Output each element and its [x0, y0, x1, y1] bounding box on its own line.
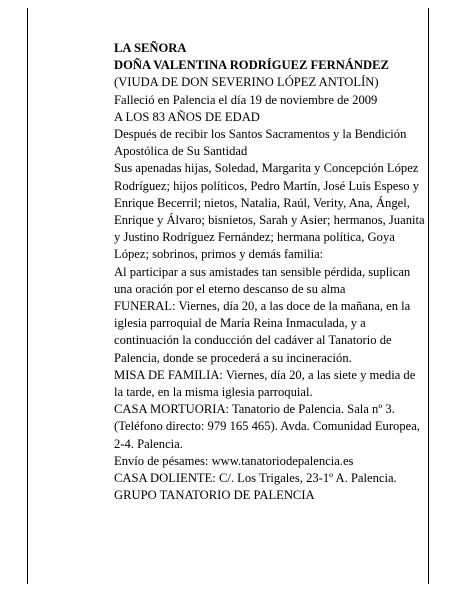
left-border-line: [27, 8, 28, 584]
obituary-notice: [114, 40, 426, 504]
sacraments-paragraph: Después de recibir los Santos Sacramentos y la Bendición Apostólica de Su Santidad: [114, 127, 407, 159]
age-line: A LOS 83 AÑOS DE EDAD: [114, 109, 260, 124]
widow-line: (VIUDA DE DON SEVERINO LÓPEZ ANTOLÍN): [114, 75, 379, 90]
mourning-house-line: CASA DOLIENTE: C/. Los Trigales, 23-1º A. Palencia.: [114, 471, 397, 486]
funeral-paragraph: FUNERAL: Viernes, día 20, a las doce de la mañana, en la iglesia parroquial de María Reina Inmaculada, y a continuación la conducción del cadáver al Tanatorio de Palencia, donde se procederá a su incineración.: [114, 299, 411, 365]
mortuary-paragraph: CASA MORTUORIA: Tanatorio de Palencia. Sala nº 3. (Teléfono directo: 979 165 465). Avda. Comunidad Europea, 2-4. Palencia.: [114, 402, 420, 451]
condolences-line: Envío de pésames: www.tanatoriodepalencia.es: [114, 453, 354, 468]
request-paragraph: Al participar a sus amistades tan sensible pérdida, suplican una oración por el eterno descanso de su alma: [114, 264, 411, 296]
notice-title: LA SEÑORA: [114, 41, 187, 55]
family-mass-paragraph: MISA DE FAMILIA: Viernes, día 20, a las siete y media de la tarde, en la misma iglesia parroquial.: [114, 367, 416, 400]
death-line: Falleció en Palencia el día 19 de noviembre de 2009: [114, 92, 378, 107]
family-paragraph: Sus apenadas hijas, Soledad, Margarita y Concepción López Rodríguez; hijos políticos, Pedro Martín, José Luis Espeso y Enrique Becerril; nietos, Natalia, Raúl, Verity, Ana, Ángel, Enrique y Álvaro; bisnietos, Sarah y Asier; hermanos, Juanita y Justino Rodríguez Fernández; hermana política, Goya López; sobrinos, primos y demás familia:: [114, 161, 425, 262]
right-border-line: [428, 8, 429, 584]
funeral-home-group: GRUPO TANATORIO DE PALENCIA: [114, 488, 315, 503]
deceased-name: DOÑA VALENTINA RODRÍGUEZ FERNÁNDEZ: [114, 58, 389, 73]
